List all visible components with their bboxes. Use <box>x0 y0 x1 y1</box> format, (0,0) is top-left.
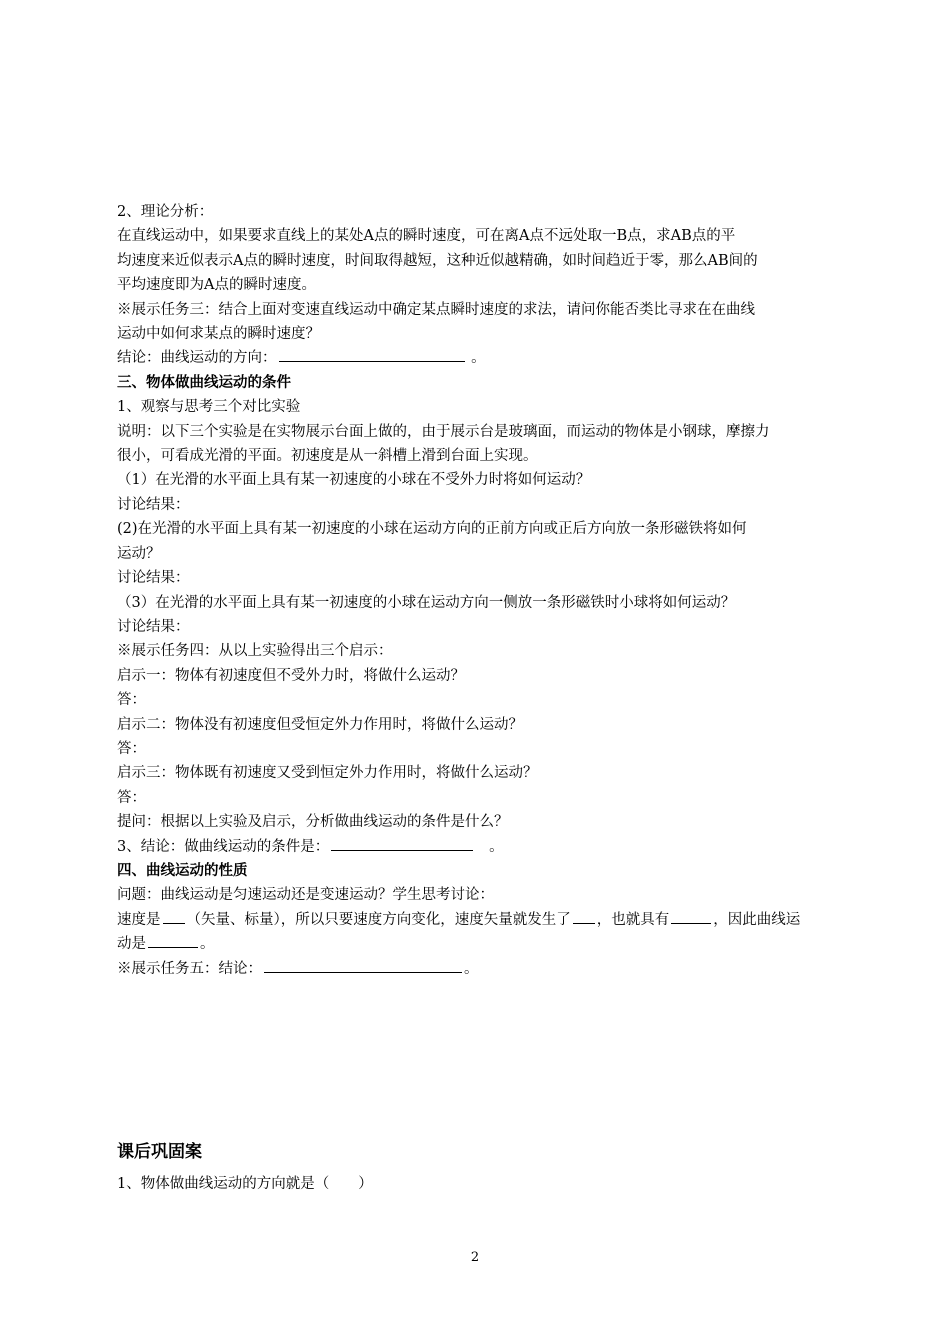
hint-3: 启示三：物体既有初速度又受到恒定外力作用时，将做什么运动？ <box>117 765 538 782</box>
question-1: （1）在光滑的水平面上具有某一初速度的小球在不受外力时将如何运动？ <box>117 472 591 489</box>
theory-heading: 2、理论分析： <box>117 204 214 220</box>
ask-question: 提问：根据以上实验及启示，分析做曲线运动的条件是什么？ <box>117 814 509 831</box>
answer-blank[interactable] <box>573 909 595 924</box>
answer-blank[interactable] <box>671 909 711 924</box>
speed-fill-line-1 <box>117 908 852 932</box>
conclusion-direction-label: 结论：曲线运动的方向： <box>117 350 277 367</box>
punct: 。 <box>471 350 486 367</box>
text-fragment: 速度是 <box>117 911 161 928</box>
post-class-title: 课后巩固案 <box>117 1142 202 1162</box>
question-2-line: 运动？ <box>117 545 161 562</box>
answer-blank[interactable] <box>264 958 462 973</box>
discussion-result-2: 讨论结果： <box>117 570 190 587</box>
post-question-1: 1、物体做曲线运动的方向就是（ ） <box>117 1176 373 1192</box>
answer-1: 答： <box>117 692 146 709</box>
task5-line <box>117 957 852 981</box>
punct: 。 <box>489 838 504 855</box>
problem-line: 问题：曲线运动是匀速运动还是变速运动？学生思考讨论： <box>117 887 494 904</box>
theory-paragraph-line: 在直线运动中，如果要求直线上的某处A点的瞬时速度，可在离A点不远处取一B点，求AB点的平 <box>117 228 736 245</box>
text-fragment: 动是 <box>117 936 146 953</box>
section-heading-3: 三、物体做曲线运动的条件 <box>117 374 291 391</box>
answer-blank[interactable] <box>163 909 185 924</box>
discussion-result-1: 讨论结果： <box>117 496 190 513</box>
question-2-line: (2)在光滑的水平面上具有某一初速度的小球在运动方向的正前方向或正后方向放一条形磁铁将如何 <box>117 521 747 538</box>
task5-label: ※展示任务五：结论： <box>117 960 262 977</box>
note-line: 说明：以下三个实验是在实物展示台面上做的，由于展示台是玻璃面，而运动的物体是小钢球，摩擦力 <box>117 423 770 440</box>
discussion-result-3: 讨论结果： <box>117 618 190 635</box>
text-fragment: ，也就具有 <box>596 911 670 928</box>
punct: 。 <box>200 936 215 953</box>
task4-heading: ※展示任务四：从以上实验得出三个启示： <box>117 643 393 660</box>
punct: 。 <box>464 960 479 977</box>
speed-fill-line-2 <box>117 932 852 956</box>
answer-3: 答： <box>117 789 146 806</box>
theory-paragraph-line: 平均速度即为A点的瞬时速度。 <box>117 277 316 294</box>
hint-2: 启示二：物体没有初速度但受恒定外力作用时，将做什么运动？ <box>117 716 523 733</box>
conclusion-condition <box>117 835 852 859</box>
answer-blank[interactable] <box>148 933 198 948</box>
answer-blank[interactable] <box>279 347 465 362</box>
note-line: 很小，可看成光滑的平面。初速度是从一斜槽上滑到台面上实现。 <box>117 448 538 465</box>
theory-paragraph-line: 均速度来近似表示A点的瞬时速度，时间取得越短，这种近似越精确，如时间趋近于零，那么AB间的 <box>117 252 758 269</box>
page-number: 2 <box>470 1250 480 1265</box>
text-fragment: （矢量、标量），所以只要速度方向变化，速度矢量就发生了 <box>186 911 571 928</box>
answer-2: 答： <box>117 740 146 757</box>
conclusion-condition-label: 3、结论：做曲线运动的条件是： <box>117 838 330 855</box>
task3-line: ※展示任务三：结合上面对变速直线运动中确定某点瞬时速度的求法，请问你能否类比寻求在在曲线 <box>117 301 755 318</box>
worksheet-body <box>117 200 852 981</box>
conclusion-direction <box>117 346 852 370</box>
post-class-section <box>117 1140 852 1196</box>
question-3: （3）在光滑的水平面上具有某一初速度的小球在运动方向一侧放一条形磁铁时小球将如何运动？ <box>117 594 736 611</box>
task3-line: 运动中如何求某点的瞬时速度？ <box>117 326 320 343</box>
text-fragment: ，因此曲线运 <box>713 911 801 928</box>
observation-heading: 1、观察与思考三个对比实验 <box>117 399 301 416</box>
answer-blank[interactable] <box>331 836 473 851</box>
hint-1: 启示一：物体有初速度但不受外力时，将做什么运动？ <box>117 667 465 684</box>
section-heading-4: 四、曲线运动的性质 <box>117 862 248 879</box>
